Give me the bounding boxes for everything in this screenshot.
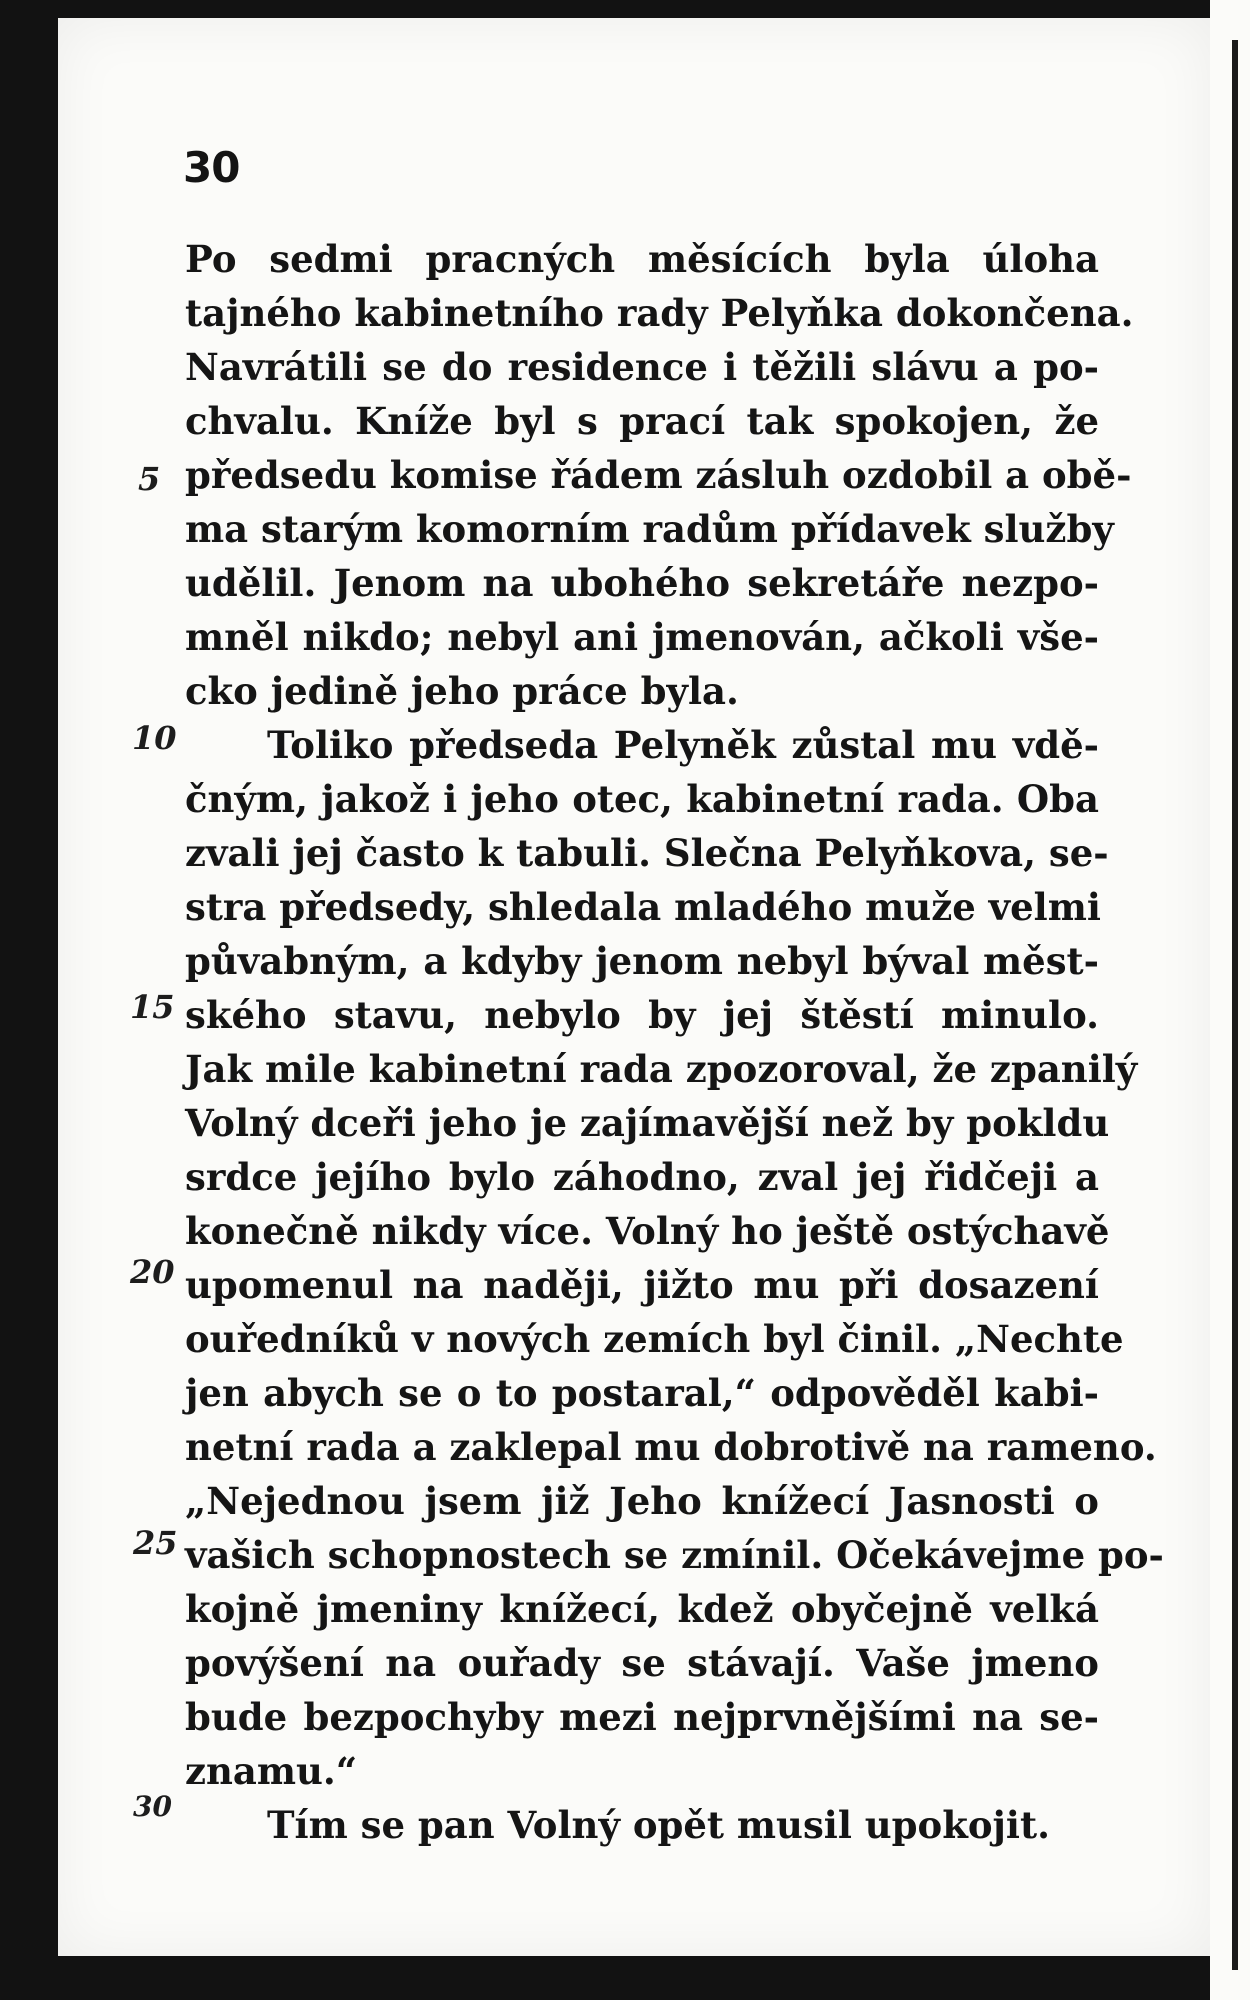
text-line: půvabným, a kdyby jenom nebyl býval měst- <box>185 939 1099 983</box>
text-line: cko jedině jeho práce byla. <box>185 669 739 713</box>
text-line: povýšení na ouřady se stávají. Vaše jmeno <box>185 1641 1099 1685</box>
text-line: tajného kabinetního rady Pelyňka dokončena. <box>185 291 1134 335</box>
text-line: stra předsedy, shledala mladého muže velmi <box>185 885 1101 929</box>
text-line: bude bezpochyby mezi nejprvnějšími na se- <box>185 1695 1099 1739</box>
text-line: Jak mile kabinetní rada zpozoroval, že zpanilý <box>185 1047 1138 1091</box>
text-line: ma starým komorním radům přídavek služby <box>185 507 1114 551</box>
text-line: kojně jmeniny knížecí, kdež obyčejně velká <box>185 1587 1099 1631</box>
text-line: jen abych se o to postaral,“ odpověděl kabi- <box>185 1371 1099 1415</box>
text-line: upomenul na naději, jižto mu při dosazení <box>185 1263 1099 1307</box>
margin-line-number: 25 <box>133 1524 178 1562</box>
text-line: mněl nikdo; nebyl ani jmenován, ačkoli vše- <box>185 615 1099 659</box>
text-line: vašich schopnostech se zmínil. Očekávejme po- <box>185 1533 1164 1577</box>
text-line: zvali jej často k tabuli. Slečna Pelyňkova, se- <box>185 831 1109 875</box>
text-line: ského stavu, nebylo by jej štěstí minulo. <box>185 993 1099 1037</box>
margin-line-number: 15 <box>130 988 175 1026</box>
text-line: Volný dceři jeho je zajímavější než by pokldu <box>185 1101 1110 1145</box>
text-line: Toliko předseda Pelyněk zůstal mu vdě- <box>267 723 1099 767</box>
text-line: netní rada a zaklepal mu dobrotivě na rameno. <box>185 1425 1157 1469</box>
margin-line-number: 5 <box>138 460 161 498</box>
page-number: 30 <box>183 143 240 192</box>
text-line: Po sedmi pracných měsících byla úloha <box>185 237 1099 281</box>
text-line: udělil. Jenom na ubohého sekretáře nezpo- <box>185 561 1099 605</box>
text-line: předsedu komise řádem zásluh ozdobil a obě- <box>185 453 1132 497</box>
margin-line-number: 30 <box>133 1790 172 1823</box>
text-line: znamu.“ <box>185 1749 358 1793</box>
text-line: ouředníků v nových zemích byl činil. „Nechte <box>185 1317 1124 1361</box>
text-line: Tím se pan Volný opět musil upokojit. <box>267 1803 1050 1847</box>
text-line: Navrátili se do residence i těžili slávu a po- <box>185 345 1099 389</box>
text-line: srdce jejího bylo záhodno, zval jej řidčeji a <box>185 1155 1099 1199</box>
text-line: chvalu. Kníže byl s prací tak spokojen, že <box>185 399 1099 443</box>
text-line: konečně nikdy více. Volný ho ještě ostýchavě <box>185 1209 1110 1253</box>
text-line: čným, jakož i jeho otec, kabinetní rada. Oba <box>185 777 1099 821</box>
text-line: „Nejednou jsem již Jeho knížecí Jasnosti o <box>185 1479 1099 1523</box>
margin-line-number: 10 <box>132 719 177 757</box>
margin-line-number: 20 <box>130 1253 175 1291</box>
